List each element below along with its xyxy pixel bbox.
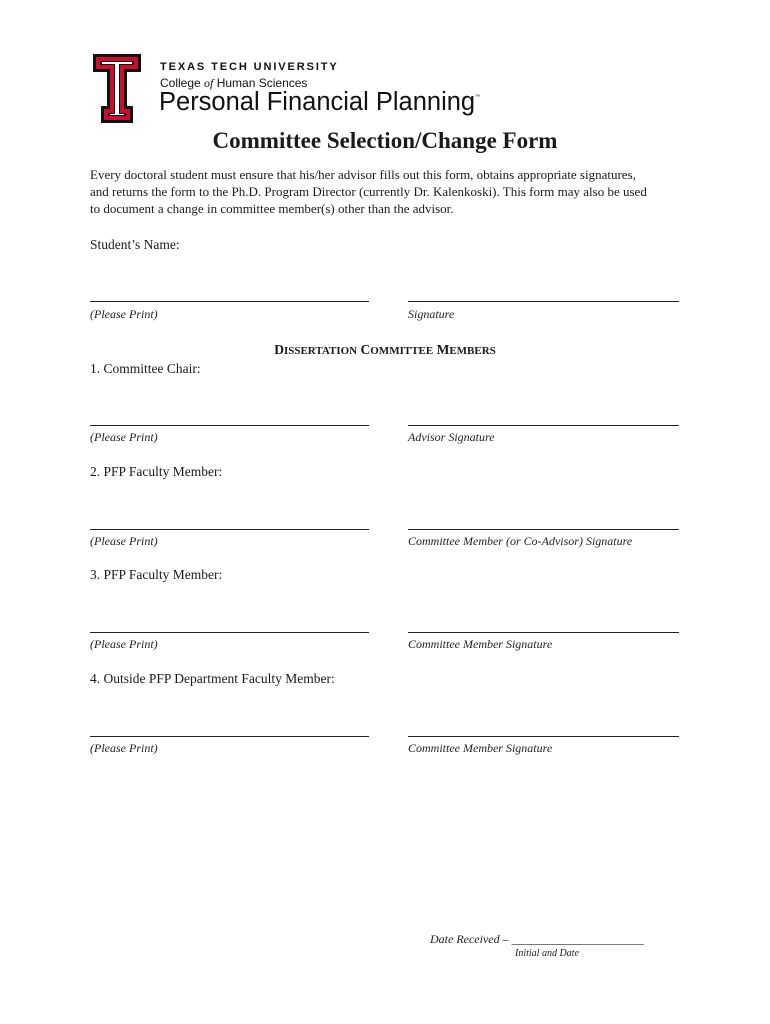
- committee-chair-name-line[interactable]: [90, 425, 369, 426]
- college-name: College of Human Sciences: [160, 76, 308, 90]
- student-name-label: Student’s Name:: [90, 237, 180, 252]
- student-signature-caption: Signature: [408, 307, 455, 321]
- committee-member-4-signature-caption: Committee Member Signature: [408, 741, 553, 755]
- advisor-signature-line[interactable]: [408, 425, 679, 426]
- pfp-faculty-member-1-name-line[interactable]: [90, 529, 369, 530]
- advisor-signature-caption: Advisor Signature: [408, 430, 495, 444]
- outside-faculty-member-print-caption: (Please Print): [90, 741, 158, 755]
- student-print-caption: (Please Print): [90, 307, 158, 321]
- pfp-faculty-member-1-print-caption: (Please Print): [90, 534, 158, 548]
- initial-and-date-caption: Initial and Date: [515, 948, 579, 959]
- pfp-faculty-member-1-label: 2. PFP Faculty Member:: [90, 464, 223, 479]
- form-title: Committee Selection/Change Form: [212, 128, 558, 153]
- committee-chair-label: 1. Committee Chair:: [90, 361, 201, 376]
- section-heading: DISSERTATION COMMITTEE MEMBERS: [274, 342, 496, 357]
- pfp-faculty-member-2-label: 3. PFP Faculty Member:: [90, 567, 223, 582]
- committee-member-3-signature-line[interactable]: [408, 632, 679, 633]
- co-advisor-signature-caption: Committee Member (or Co-Advisor) Signature: [408, 534, 633, 548]
- co-advisor-signature-line[interactable]: [408, 529, 679, 530]
- date-received-field[interactable]: Date Received – ______________________: [430, 932, 644, 946]
- pfp-faculty-member-2-name-line[interactable]: [90, 632, 369, 633]
- pfp-faculty-member-2-print-caption: (Please Print): [90, 637, 158, 651]
- department-name: Personal Financial Planning™: [159, 88, 481, 116]
- texas-tech-double-t-logo: [92, 53, 142, 125]
- student-name-line[interactable]: [90, 301, 369, 302]
- committee-chair-print-caption: (Please Print): [90, 430, 158, 444]
- outside-faculty-member-label: 4. Outside PFP Department Faculty Member:: [90, 671, 335, 686]
- instructions-paragraph: Every doctoral student must ensure that his/her advisor fills out this form, obtains appropriate signatures, and returns the form to the Ph.D. Program Director (currently Dr. Kalenkoski). This form may also be used to document a change in committee member(s) other than the advisor.: [90, 167, 647, 216]
- university-name: TEXAS TECH UNIVERSITY: [160, 61, 339, 73]
- outside-faculty-member-name-line[interactable]: [90, 736, 369, 737]
- committee-member-4-signature-line[interactable]: [408, 736, 679, 737]
- student-signature-line[interactable]: [408, 301, 679, 302]
- committee-member-3-signature-caption: Committee Member Signature: [408, 637, 553, 651]
